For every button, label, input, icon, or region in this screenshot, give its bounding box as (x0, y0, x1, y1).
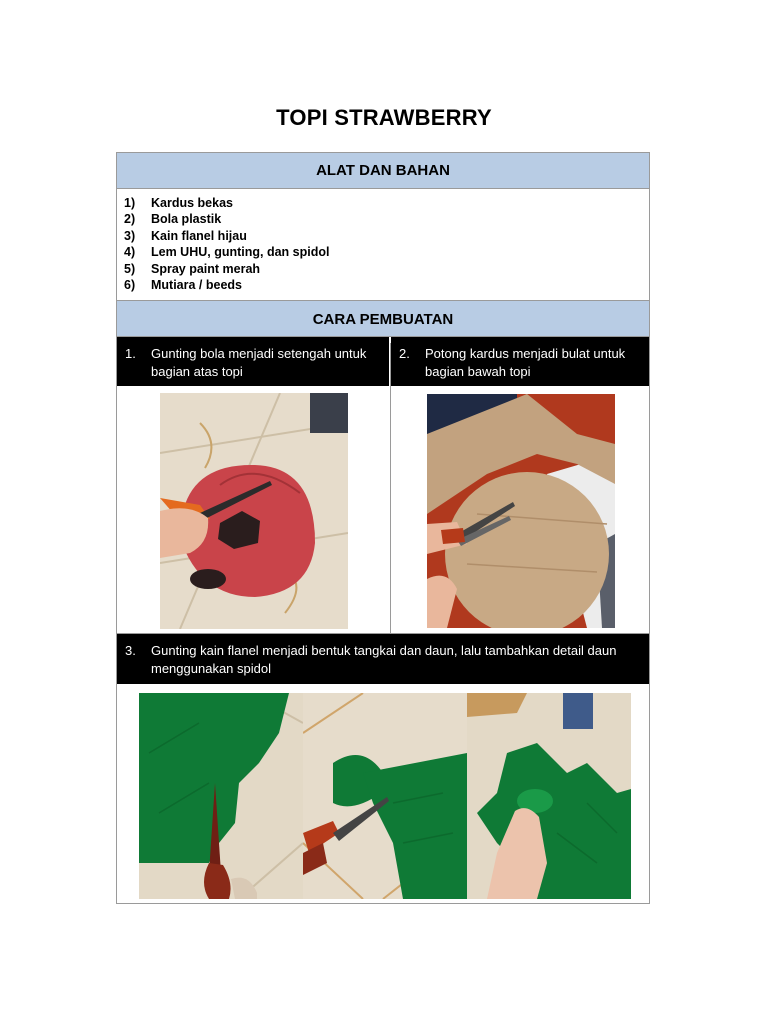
ball-cutting-photo (160, 393, 348, 629)
list-item: 1) Kardus bekas (124, 196, 233, 210)
step-text: Gunting bola menjadi setengah untuk bagian atas topi (151, 346, 367, 379)
column-divider (390, 343, 391, 634)
felt-cutting-photo-2 (303, 693, 467, 899)
list-item: 2) Bola plastik (124, 212, 222, 227)
page-title: TOPI STRAWBERRY (276, 105, 492, 130)
step-number: 3. (125, 643, 136, 658)
steps-section-header: CARA PEMBUATAN (117, 300, 649, 337)
felt-cutting-photo-3 (467, 693, 631, 899)
instruction-table (116, 152, 650, 904)
list-item: 3) Kain flanel hijau (124, 228, 247, 243)
felt-cutting-photo-1 (139, 693, 303, 899)
step-3-bar (117, 634, 649, 684)
step-text: Gunting kain flanel menjadi bentuk tangkai dan daun, lalu tambahkan detail daun menggunakan spidol (151, 643, 617, 676)
list-item: 5) Spray paint merah (124, 261, 261, 276)
list-item: 4) Lem UHU, gunting, dan spidol (124, 245, 330, 260)
cardboard-cutting-photo (427, 394, 615, 628)
step-number: 2. (399, 346, 410, 361)
list-item: 6) Mutiara / beeds (124, 278, 242, 293)
step-number: 1. (125, 346, 136, 361)
step-2-bar (391, 337, 649, 386)
step-1-bar (117, 337, 389, 386)
materials-list (124, 195, 329, 293)
tools-section-header: ALAT DAN BAHAN (117, 153, 649, 189)
step-text: Potong kardus menjadi bulat untuk bagian bawah topi (425, 346, 626, 379)
